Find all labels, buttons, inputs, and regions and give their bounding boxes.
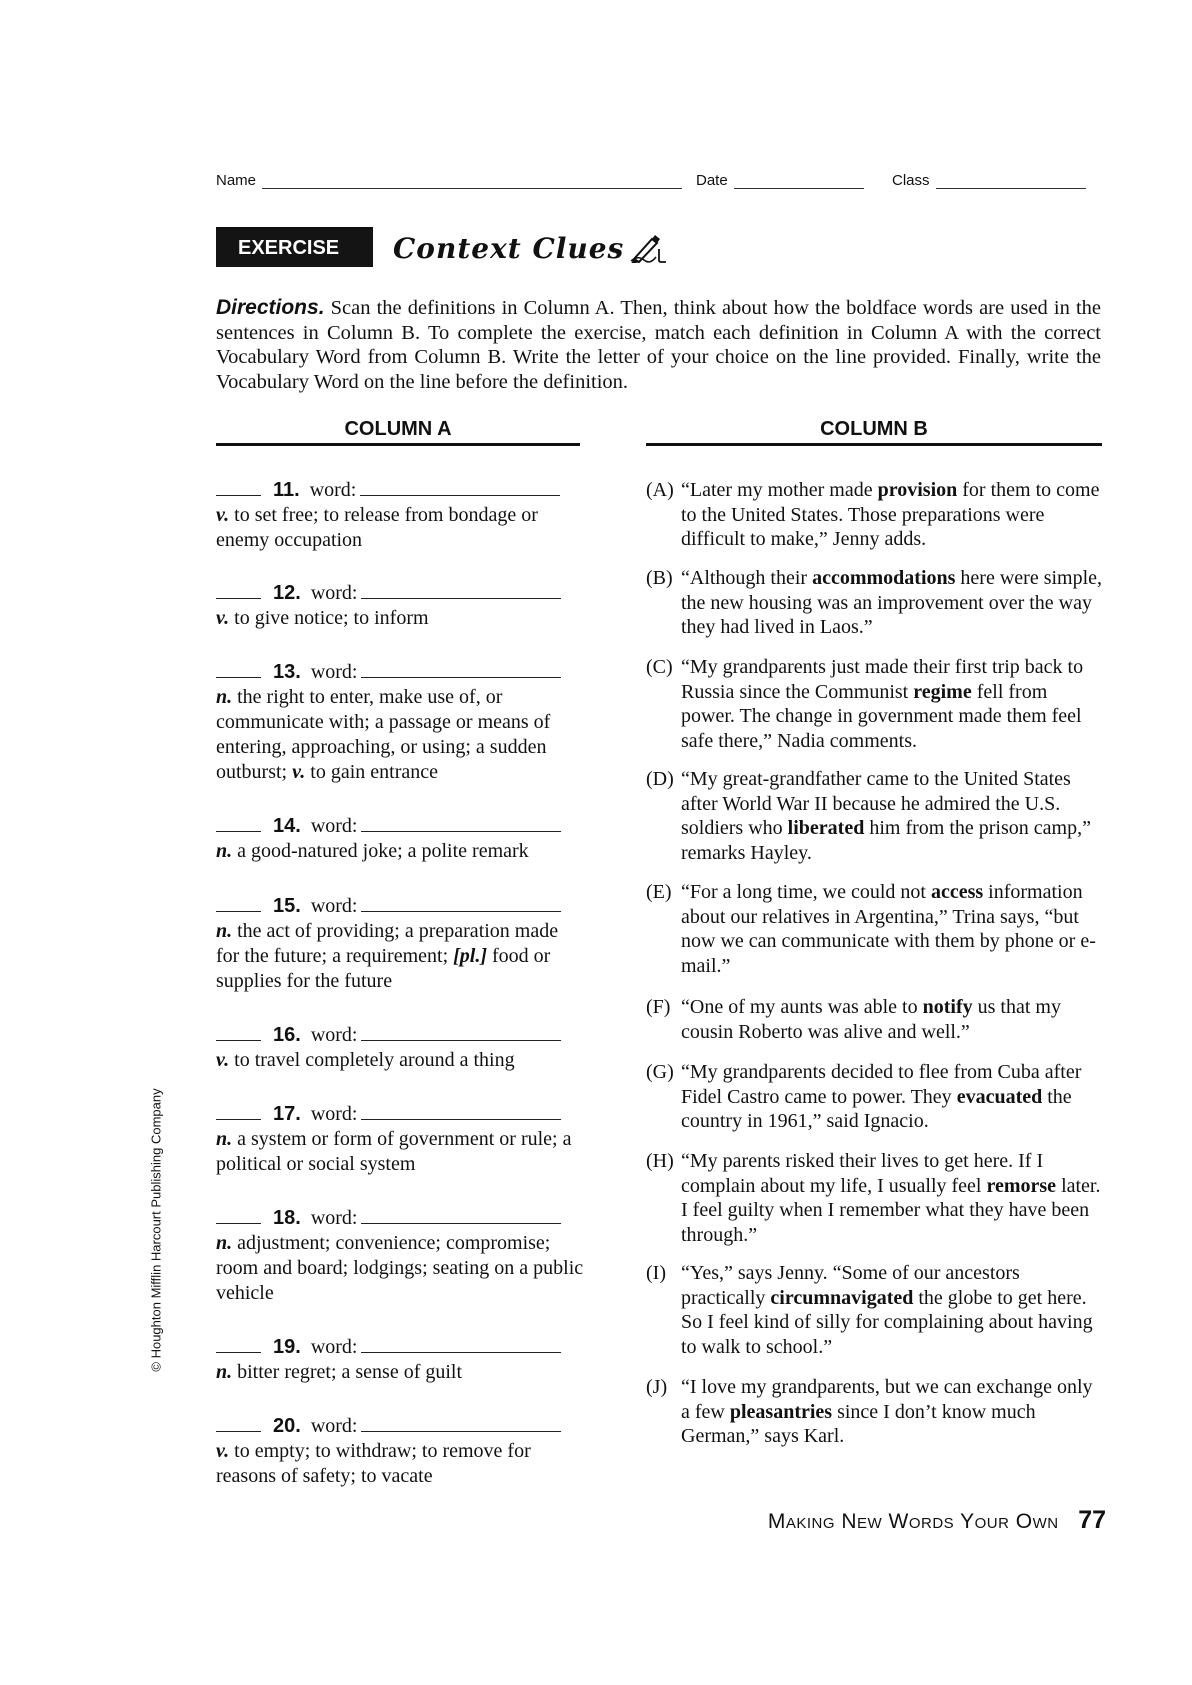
definition: n. the act of providing; a preparation made for the future; a requirement; [pl.] food or supplies for the future — [216, 920, 559, 992]
item-letter: (D) — [646, 768, 674, 790]
item-letter: (A) — [646, 479, 674, 501]
word-label: word: — [310, 582, 358, 604]
date-line[interactable] — [734, 172, 864, 189]
definition: v. to set free; to release from bondage or enemy occupation — [216, 504, 538, 551]
vocabulary-word: accommodations — [812, 567, 956, 589]
item-number: 16. — [273, 1024, 301, 1046]
item-letter: (J) — [646, 1376, 668, 1398]
item-sentence: “My grandparents just made their first trip back to Russia since the Communist regime fell from power. The change in government made them feel safe there,” Nadia comments. — [681, 656, 1084, 752]
definition: n. bitter regret; a sense of guilt — [216, 1361, 463, 1383]
column-a-item-13 — [216, 659, 586, 785]
column-a-item-17 — [216, 1101, 586, 1177]
item-number: 17. — [273, 1103, 301, 1125]
exercise-title: Context Clues — [393, 231, 625, 265]
vocabulary-word: evacuated — [956, 1085, 1043, 1108]
item-number: 20. — [273, 1415, 301, 1437]
item-sentence: “One of my aunts was able to notify us that my cousin Roberto was alive and well.” — [681, 996, 1061, 1043]
definition: n. the right to enter, make use of, or communicate with; a passage or means of entering, approaching, or using; a sudden outburst; v. to gain entrance — [216, 686, 551, 783]
exercise-banner — [216, 229, 668, 297]
class-label: Class — [892, 172, 930, 189]
item-sentence: “I love my grandparents, but we can exchange only a few pleasantries since I don’t know much German,” says Karl. — [681, 1376, 1093, 1448]
vocabulary-word: liberated — [787, 817, 865, 840]
column-a-item-20 — [216, 1413, 586, 1489]
column-a-heading: COLUMN A — [344, 418, 452, 440]
column-a-rule — [216, 443, 580, 446]
column-a-item-11 — [216, 477, 586, 553]
column-a-item-18 — [216, 1205, 586, 1306]
item-letter: (C) — [646, 656, 673, 678]
vocabulary-word: remorse — [986, 1174, 1057, 1197]
item-number: 19. — [273, 1336, 301, 1358]
column-b-item-i — [646, 1261, 1106, 1359]
answer-blank[interactable] — [216, 813, 261, 832]
item-letter: (E) — [646, 881, 672, 903]
word-label: word: — [310, 815, 358, 837]
word-blank[interactable] — [361, 580, 561, 599]
item-sentence: “Later my mother made provision for them to come to the United States. Those preparations were difficult to make,” Jenny adds. — [681, 479, 1100, 551]
answer-blank[interactable] — [216, 659, 261, 678]
footer-title: Making New Words Your Own — [767, 1510, 1059, 1533]
word-blank[interactable] — [361, 1334, 561, 1353]
column-a-item-12 — [216, 580, 586, 631]
definition: v. to give notice; to inform — [216, 607, 429, 629]
item-letter: (F) — [646, 996, 671, 1018]
word-label: word: — [310, 895, 358, 917]
word-blank[interactable] — [361, 1205, 561, 1224]
column-b-item-b — [646, 566, 1106, 640]
definition: n. a system or form of government or rule; a political or social system — [216, 1128, 572, 1175]
item-number: 14. — [273, 815, 301, 837]
column-b-rule — [646, 443, 1102, 446]
item-letter: (H) — [646, 1150, 674, 1172]
item-sentence: “Yes,” says Jenny. “Some of our ancestors practically circumnavigated the globe to get here. So I feel kind of silly for complaining about having to walk to school.” — [681, 1262, 1093, 1358]
column-b-item-g — [646, 1060, 1106, 1134]
definition: n. adjustment; convenience; compromise; room and board; lodgings; seating on a public vehicle — [216, 1232, 584, 1304]
name-line[interactable] — [262, 172, 682, 189]
word-label: word: — [310, 1103, 358, 1125]
item-sentence: “My parents risked their lives to get here. If I complain about my life, I usually feel remorse later. I feel guilty when I remember what they have been through.” — [681, 1150, 1101, 1246]
definition: n. a good-natured joke; a polite remark — [216, 840, 529, 862]
date-label: Date — [696, 172, 728, 189]
vocabulary-word: notify — [922, 996, 973, 1018]
column-b-item-d — [646, 767, 1106, 865]
word-label: word: — [310, 1207, 358, 1229]
word-blank[interactable] — [361, 1022, 561, 1041]
vocabulary-word: pleasantries — [729, 1400, 833, 1423]
vocabulary-word: access — [930, 881, 984, 903]
answer-blank[interactable] — [216, 477, 261, 496]
item-number: 18. — [273, 1207, 301, 1229]
word-label: word: — [310, 1336, 358, 1358]
header-row — [216, 172, 1091, 194]
class-line[interactable] — [936, 172, 1086, 189]
answer-blank[interactable] — [216, 1413, 261, 1432]
column-b-item-h — [646, 1149, 1106, 1247]
column-b-heading: COLUMN B — [820, 418, 928, 440]
page-number: 77 — [1078, 1506, 1106, 1534]
exercise-label: EXERCISE 2 — [216, 229, 373, 267]
directions-label: Directions. — [216, 296, 325, 319]
answer-blank[interactable] — [216, 1334, 261, 1353]
answer-blank[interactable] — [216, 1101, 261, 1120]
page-footer — [720, 1506, 1106, 1535]
name-field[interactable] — [216, 172, 682, 189]
directions-text: Scan the definitions in Column A. Then, think about how the boldface words are used in the sentences in Column B. To complete the exercise, match each definition in Column A with the correct Vocabulary Word from Column B. Write the letter of your choice on the line provided. Finally, write the Vocabulary Word on the line before the definition. — [216, 297, 1102, 393]
word-blank[interactable] — [361, 813, 561, 832]
item-number: 11. — [273, 479, 300, 501]
item-letter: (G) — [646, 1061, 674, 1083]
column-a-item-16 — [216, 1022, 586, 1073]
word-blank[interactable] — [360, 477, 560, 496]
vocabulary-word: circumnavigated — [770, 1286, 914, 1309]
item-sentence: “My grandparents decided to flee from Cuba after Fidel Castro came to power. They evacuated the country in 1961,” said Ignacio. — [681, 1061, 1082, 1133]
word-blank[interactable] — [361, 659, 561, 678]
column-b-item-c — [646, 655, 1106, 753]
item-number: 15. — [273, 895, 301, 917]
word-blank[interactable] — [361, 893, 561, 912]
word-blank[interactable] — [361, 1413, 561, 1432]
answer-blank[interactable] — [216, 580, 261, 599]
vocabulary-word: regime — [913, 680, 972, 703]
item-letter: (I) — [646, 1262, 666, 1284]
item-number: 12. — [273, 582, 301, 604]
pen-writing-icon — [630, 233, 668, 263]
name-label: Name — [216, 172, 257, 189]
answer-blank[interactable] — [216, 1022, 261, 1041]
word-label: word: — [310, 1415, 358, 1437]
definition: v. to travel completely around a thing — [216, 1049, 515, 1071]
word-blank[interactable] — [361, 1101, 561, 1120]
word-label: word: — [310, 1024, 358, 1046]
item-number: 13. — [273, 661, 301, 683]
word-label: word: — [309, 479, 357, 501]
item-sentence: “For a long time, we could not access information about our relatives in Argentina,” Trina says, “but now we can communicate with them by phone or e-mail.” — [681, 881, 1096, 977]
item-letter: (B) — [646, 567, 673, 589]
word-label: word: — [310, 661, 358, 683]
answer-blank[interactable] — [216, 1205, 261, 1224]
answer-blank[interactable] — [216, 893, 261, 912]
vocabulary-word: provision — [877, 479, 958, 501]
column-b-item-e — [646, 880, 1106, 978]
definition: v. to empty; to withdraw; to remove for reasons of safety; to vacate — [216, 1440, 531, 1487]
copyright-notice: © Houghton Mifflin Harcourt Publishing Company — [148, 1088, 164, 1372]
date-field[interactable] — [696, 172, 864, 189]
item-sentence: “My great-grandfather came to the United States after World War II because he admired the U.S. soldiers who liberated him from the prison camp,” remarks Hayley. — [681, 768, 1091, 864]
column-b-item-f — [646, 995, 1106, 1044]
column-a-item-14 — [216, 813, 586, 864]
item-sentence: “Although their accommodations here were simple, the new housing was an improvement over the way they had lived in Laos.” — [681, 567, 1103, 639]
column-b-item-a — [646, 478, 1106, 552]
column-b-item-j — [646, 1375, 1106, 1449]
directions — [216, 296, 1101, 394]
class-field[interactable] — [892, 172, 1086, 189]
column-a-item-15 — [216, 893, 586, 994]
column-a-item-19 — [216, 1334, 586, 1385]
